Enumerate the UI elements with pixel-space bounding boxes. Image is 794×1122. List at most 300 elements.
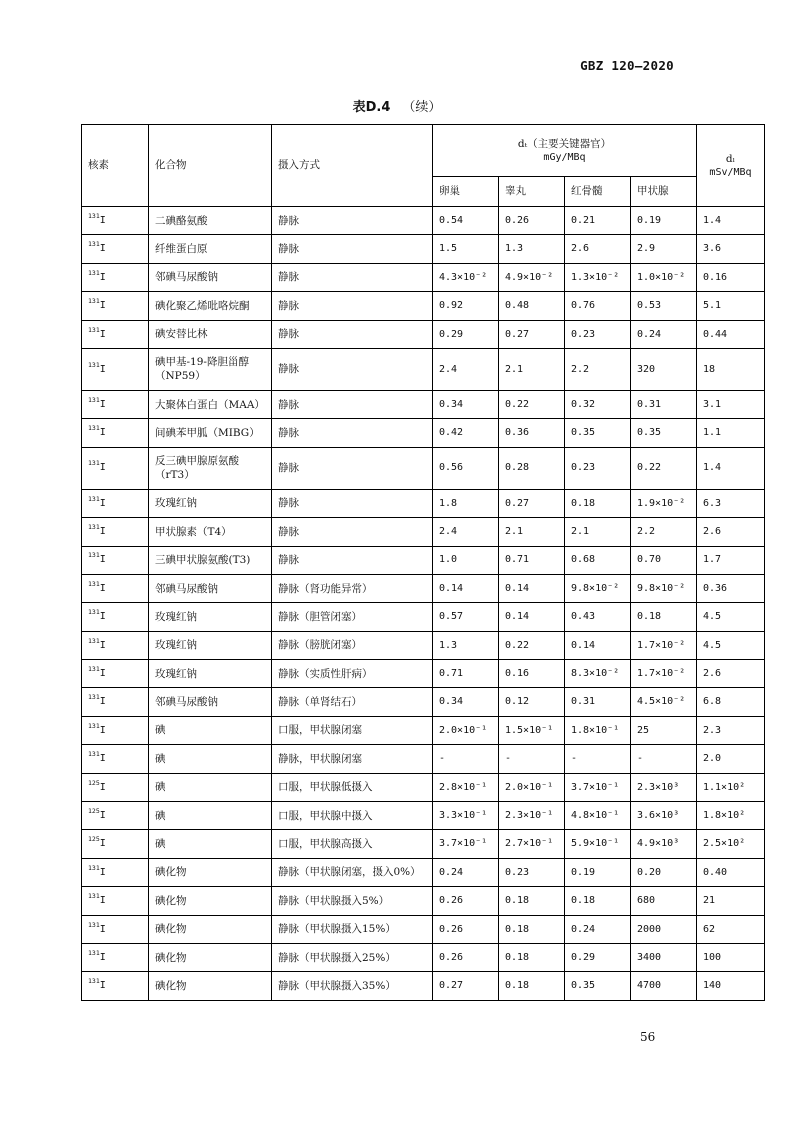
dt-group-title: dₜ（主要关键器官） <box>517 137 612 150</box>
cell-compound: 甲状腺素（T4） <box>149 518 272 546</box>
cell-testis: 4.9×10⁻² <box>499 263 565 291</box>
cell-route: 静脉 <box>272 235 433 263</box>
mass-number: 131 <box>88 424 100 433</box>
cell-nuclide <box>82 263 149 291</box>
cell-thyroid: 2.2 <box>631 518 697 546</box>
mass-number: 131 <box>88 665 100 674</box>
cell-route: 静脉 <box>272 419 433 447</box>
cell-red-marrow: 8.3×10⁻² <box>565 660 631 688</box>
cell-testis: - <box>499 745 565 773</box>
cell-ovary: 0.34 <box>433 390 499 418</box>
cell-red-marrow: 0.35 <box>565 419 631 447</box>
cell-dl: 0.36 <box>697 574 765 602</box>
mass-number: 131 <box>88 948 100 957</box>
element-symbol: I <box>99 243 106 255</box>
cell-route: 静脉 <box>272 348 433 390</box>
cell-thyroid: 0.53 <box>631 292 697 320</box>
cell-compound: 碘化物 <box>149 915 272 943</box>
col-header-thyroid: 甲状腺 <box>631 177 697 207</box>
mass-number: 131 <box>88 551 100 560</box>
cell-red-marrow: 5.9×10⁻¹ <box>565 830 631 858</box>
element-symbol: I <box>99 724 106 736</box>
cell-dl: 1.8×10² <box>697 802 765 830</box>
cell-nuclide <box>82 348 149 390</box>
cell-nuclide <box>82 802 149 830</box>
table-caption <box>0 96 794 115</box>
mass-number: 131 <box>88 325 100 334</box>
cell-route: 静脉（甲状腺摄入5%） <box>272 887 433 915</box>
cell-testis: 2.1 <box>499 348 565 390</box>
cell-nuclide <box>82 943 149 971</box>
cell-testis: 0.18 <box>499 943 565 971</box>
table-row <box>82 489 765 517</box>
cell-ovary: 0.92 <box>433 292 499 320</box>
cell-thyroid: 4.9×10³ <box>631 830 697 858</box>
cell-nuclide <box>82 773 149 801</box>
standard-number: GBZ 120—2020 <box>580 58 674 73</box>
cell-compound: 碘化物 <box>149 972 272 1000</box>
mass-number: 131 <box>88 240 100 249</box>
cell-testis: 0.27 <box>499 320 565 348</box>
element-symbol: I <box>99 554 106 566</box>
element-symbol: I <box>99 462 106 474</box>
cell-testis: 2.0×10⁻¹ <box>499 773 565 801</box>
col-header-route: 摄入方式 <box>272 125 433 207</box>
cell-thyroid: 3.6×10³ <box>631 802 697 830</box>
cell-ovary: - <box>433 745 499 773</box>
cell-compound: 碘 <box>149 745 272 773</box>
table-row <box>82 745 765 773</box>
cell-route: 静脉 <box>272 320 433 348</box>
cell-route: 静脉 <box>272 390 433 418</box>
cell-testis: 0.16 <box>499 660 565 688</box>
cell-ovary: 0.34 <box>433 688 499 716</box>
table-row <box>82 830 765 858</box>
cell-route: 静脉（甲状腺闭塞，摄入0%） <box>272 858 433 886</box>
cell-dl: 2.6 <box>697 660 765 688</box>
cell-nuclide <box>82 858 149 886</box>
cell-ovary: 1.0 <box>433 546 499 574</box>
cell-ovary: 0.56 <box>433 447 499 489</box>
cell-red-marrow: 4.8×10⁻¹ <box>565 802 631 830</box>
table-continued: （续） <box>402 100 442 115</box>
col-header-nuclide: 核素 <box>82 125 149 207</box>
cell-thyroid: 0.35 <box>631 419 697 447</box>
mass-number: 125 <box>88 778 100 787</box>
mass-number: 131 <box>88 494 100 503</box>
cell-nuclide <box>82 830 149 858</box>
cell-red-marrow: - <box>565 745 631 773</box>
cell-compound: 碘 <box>149 802 272 830</box>
cell-testis: 0.22 <box>499 631 565 659</box>
cell-testis: 0.18 <box>499 887 565 915</box>
cell-ovary: 2.8×10⁻¹ <box>433 773 499 801</box>
cell-thyroid: 1.7×10⁻² <box>631 631 697 659</box>
mass-number: 131 <box>88 360 100 369</box>
cell-compound: 玫瑰红钠 <box>149 489 272 517</box>
cell-thyroid: 4.5×10⁻² <box>631 688 697 716</box>
page-number: 56 <box>640 1030 656 1044</box>
cell-thyroid: 0.31 <box>631 390 697 418</box>
cell-compound: 玫瑰红钠 <box>149 631 272 659</box>
cell-dl: 6.3 <box>697 489 765 517</box>
cell-thyroid: 2000 <box>631 915 697 943</box>
mass-number: 131 <box>88 268 100 277</box>
cell-dl: 4.5 <box>697 631 765 659</box>
cell-nuclide <box>82 489 149 517</box>
cell-route: 口服，甲状腺高摄入 <box>272 830 433 858</box>
table-row <box>82 660 765 688</box>
cell-route: 口服，甲状腺闭塞 <box>272 716 433 744</box>
cell-ovary: 0.42 <box>433 419 499 447</box>
cell-dl: 18 <box>697 348 765 390</box>
cell-route: 静脉 <box>272 447 433 489</box>
element-symbol: I <box>99 398 106 410</box>
mass-number: 131 <box>88 693 100 702</box>
cell-testis: 0.71 <box>499 546 565 574</box>
cell-ovary: 0.14 <box>433 574 499 602</box>
cell-dl: 2.3 <box>697 716 765 744</box>
cell-dl: 140 <box>697 972 765 1000</box>
table-row <box>82 235 765 263</box>
cell-ovary: 0.24 <box>433 858 499 886</box>
cell-red-marrow: 0.14 <box>565 631 631 659</box>
element-symbol: I <box>99 696 106 708</box>
cell-thyroid: 0.70 <box>631 546 697 574</box>
cell-nuclide <box>82 518 149 546</box>
cell-route: 静脉（胆管闭塞） <box>272 603 433 631</box>
element-symbol: I <box>99 300 106 312</box>
cell-testis: 1.5×10⁻¹ <box>499 716 565 744</box>
cell-route: 静脉，甲状腺闭塞 <box>272 745 433 773</box>
cell-thyroid: 3400 <box>631 943 697 971</box>
cell-red-marrow: 0.23 <box>565 447 631 489</box>
element-symbol: I <box>99 781 106 793</box>
table-row <box>82 802 765 830</box>
mass-number: 131 <box>88 395 100 404</box>
cell-compound: 邻碘马尿酸钠 <box>149 574 272 602</box>
mass-number: 131 <box>88 750 100 759</box>
cell-thyroid: 0.22 <box>631 447 697 489</box>
cell-nuclide <box>82 235 149 263</box>
cell-nuclide <box>82 660 149 688</box>
cell-thyroid: 680 <box>631 887 697 915</box>
cell-nuclide <box>82 688 149 716</box>
cell-dl: 62 <box>697 915 765 943</box>
cell-dl: 1.4 <box>697 207 765 235</box>
table-body <box>82 207 765 1001</box>
cell-compound: 邻碘马尿酸钠 <box>149 263 272 291</box>
cell-thyroid: 1.0×10⁻² <box>631 263 697 291</box>
cell-red-marrow: 0.24 <box>565 915 631 943</box>
cell-testis: 0.28 <box>499 447 565 489</box>
cell-nuclide <box>82 390 149 418</box>
cell-nuclide <box>82 887 149 915</box>
mass-number: 131 <box>88 459 100 468</box>
cell-route: 静脉（单肾结石） <box>272 688 433 716</box>
element-symbol: I <box>99 951 106 963</box>
table-row <box>82 603 765 631</box>
element-symbol: I <box>99 895 106 907</box>
cell-route: 口服，甲状腺低摄入 <box>272 773 433 801</box>
cell-route: 静脉 <box>272 546 433 574</box>
table-row <box>82 943 765 971</box>
table-row <box>82 887 765 915</box>
cell-compound: 碘化聚乙烯吡咯烷酮 <box>149 292 272 320</box>
cell-testis: 2.1 <box>499 518 565 546</box>
cell-testis: 0.18 <box>499 972 565 1000</box>
table-row <box>82 574 765 602</box>
cell-dl: 1.1 <box>697 419 765 447</box>
cell-dl: 0.40 <box>697 858 765 886</box>
cell-route: 静脉 <box>272 263 433 291</box>
cell-ovary: 0.54 <box>433 207 499 235</box>
dl-title: dₗ <box>725 152 736 165</box>
cell-thyroid: 320 <box>631 348 697 390</box>
table-row <box>82 972 765 1000</box>
element-symbol: I <box>99 427 106 439</box>
cell-ovary: 4.3×10⁻² <box>433 263 499 291</box>
cell-compound: 玫瑰红钠 <box>149 603 272 631</box>
cell-dl: 0.16 <box>697 263 765 291</box>
cell-route: 口服，甲状腺中摄入 <box>272 802 433 830</box>
cell-red-marrow: 0.18 <box>565 489 631 517</box>
cell-compound: 间碘苯甲胍（MIBG） <box>149 419 272 447</box>
cell-route: 静脉 <box>272 292 433 320</box>
cell-dl: 3.1 <box>697 390 765 418</box>
cell-thyroid: 1.7×10⁻² <box>631 660 697 688</box>
cell-nuclide <box>82 574 149 602</box>
element-symbol: I <box>99 980 106 992</box>
mass-number: 131 <box>88 977 100 986</box>
cell-dl: 5.1 <box>697 292 765 320</box>
mass-number: 131 <box>88 721 100 730</box>
cell-nuclide <box>82 972 149 1000</box>
cell-testis: 0.14 <box>499 603 565 631</box>
table-row <box>82 419 765 447</box>
cell-red-marrow: 0.68 <box>565 546 631 574</box>
cell-nuclide <box>82 292 149 320</box>
cell-red-marrow: 0.32 <box>565 390 631 418</box>
cell-testis: 0.12 <box>499 688 565 716</box>
cell-red-marrow: 2.6 <box>565 235 631 263</box>
table-row <box>82 263 765 291</box>
cell-dl: 1.7 <box>697 546 765 574</box>
element-symbol: I <box>99 526 106 538</box>
mass-number: 131 <box>88 892 100 901</box>
mass-number: 131 <box>88 211 100 220</box>
dl-unit: mSv/MBq <box>709 166 752 178</box>
cell-ovary: 0.26 <box>433 915 499 943</box>
table-row <box>82 716 765 744</box>
cell-compound: 反三碘甲腺原氨酸（rT3） <box>149 447 272 489</box>
cell-route: 静脉（肾功能异常） <box>272 574 433 602</box>
cell-ovary: 2.4 <box>433 518 499 546</box>
cell-nuclide <box>82 915 149 943</box>
cell-dl: 100 <box>697 943 765 971</box>
cell-ovary: 0.26 <box>433 887 499 915</box>
table-row <box>82 858 765 886</box>
cell-compound: 碘 <box>149 830 272 858</box>
cell-nuclide <box>82 603 149 631</box>
table-row <box>82 292 765 320</box>
cell-nuclide <box>82 631 149 659</box>
col-header-red-marrow: 红骨髓 <box>565 177 631 207</box>
cell-nuclide <box>82 207 149 235</box>
cell-red-marrow: 0.76 <box>565 292 631 320</box>
col-header-dl <box>697 125 765 207</box>
cell-nuclide <box>82 419 149 447</box>
cell-testis: 0.48 <box>499 292 565 320</box>
element-symbol: I <box>99 363 106 375</box>
cell-dl: 4.5 <box>697 603 765 631</box>
cell-thyroid: 1.9×10⁻² <box>631 489 697 517</box>
cell-ovary: 3.7×10⁻¹ <box>433 830 499 858</box>
cell-dl: 2.0 <box>697 745 765 773</box>
cell-thyroid: 2.9 <box>631 235 697 263</box>
cell-compound: 碘 <box>149 773 272 801</box>
cell-red-marrow: 0.18 <box>565 887 631 915</box>
element-symbol: I <box>99 753 106 765</box>
element-symbol: I <box>99 923 106 935</box>
cell-thyroid: 25 <box>631 716 697 744</box>
cell-red-marrow: 1.3×10⁻² <box>565 263 631 291</box>
element-symbol: I <box>99 668 106 680</box>
dose-table <box>81 124 765 1001</box>
cell-testis: 0.18 <box>499 915 565 943</box>
cell-ovary: 2.4 <box>433 348 499 390</box>
element-symbol: I <box>99 611 106 623</box>
element-symbol: I <box>99 639 106 651</box>
table-row <box>82 447 765 489</box>
cell-testis: 2.3×10⁻¹ <box>499 802 565 830</box>
cell-nuclide <box>82 320 149 348</box>
cell-compound: 纤维蛋白原 <box>149 235 272 263</box>
cell-ovary: 0.29 <box>433 320 499 348</box>
table-row <box>82 688 765 716</box>
cell-red-marrow: 3.7×10⁻¹ <box>565 773 631 801</box>
table-row <box>82 207 765 235</box>
cell-red-marrow: 9.8×10⁻² <box>565 574 631 602</box>
cell-nuclide <box>82 447 149 489</box>
element-symbol: I <box>99 809 106 821</box>
cell-ovary: 1.8 <box>433 489 499 517</box>
mass-number: 125 <box>88 806 100 815</box>
cell-dl: 3.6 <box>697 235 765 263</box>
cell-red-marrow: 2.1 <box>565 518 631 546</box>
element-symbol: I <box>99 866 106 878</box>
cell-testis: 0.36 <box>499 419 565 447</box>
cell-testis: 0.14 <box>499 574 565 602</box>
cell-compound: 碘甲基-19-降胆甾醇（NP59） <box>149 348 272 390</box>
element-symbol: I <box>99 497 106 509</box>
cell-compound: 二碘酪氨酸 <box>149 207 272 235</box>
cell-thyroid: - <box>631 745 697 773</box>
cell-thyroid: 9.8×10⁻² <box>631 574 697 602</box>
cell-red-marrow: 2.2 <box>565 348 631 390</box>
cell-dl: 2.6 <box>697 518 765 546</box>
cell-thyroid: 0.24 <box>631 320 697 348</box>
cell-compound: 玫瑰红钠 <box>149 660 272 688</box>
cell-red-marrow: 1.8×10⁻¹ <box>565 716 631 744</box>
cell-red-marrow: 0.21 <box>565 207 631 235</box>
cell-ovary: 0.27 <box>433 972 499 1000</box>
table-row <box>82 773 765 801</box>
cell-compound: 大聚体白蛋白（MAA） <box>149 390 272 418</box>
cell-compound: 邻碘马尿酸钠 <box>149 688 272 716</box>
element-symbol: I <box>99 582 106 594</box>
cell-compound: 碘化物 <box>149 858 272 886</box>
cell-dl: 0.44 <box>697 320 765 348</box>
mass-number: 131 <box>88 920 100 929</box>
col-header-compound: 化合物 <box>149 125 272 207</box>
dt-group-unit: mGy/MBq <box>543 151 586 163</box>
cell-ovary: 3.3×10⁻¹ <box>433 802 499 830</box>
cell-dl: 2.5×10² <box>697 830 765 858</box>
element-symbol: I <box>99 838 106 850</box>
cell-thyroid: 2.3×10³ <box>631 773 697 801</box>
cell-dl: 6.8 <box>697 688 765 716</box>
cell-nuclide <box>82 745 149 773</box>
mass-number: 125 <box>88 835 100 844</box>
cell-red-marrow: 0.43 <box>565 603 631 631</box>
mass-number: 131 <box>88 297 100 306</box>
element-symbol: I <box>99 271 106 283</box>
cell-dl: 21 <box>697 887 765 915</box>
cell-testis: 0.23 <box>499 858 565 886</box>
cell-testis: 0.27 <box>499 489 565 517</box>
cell-ovary: 0.57 <box>433 603 499 631</box>
cell-ovary: 1.3 <box>433 631 499 659</box>
cell-thyroid: 0.18 <box>631 603 697 631</box>
element-symbol: I <box>99 328 106 340</box>
cell-thyroid: 4700 <box>631 972 697 1000</box>
cell-red-marrow: 0.23 <box>565 320 631 348</box>
cell-route: 静脉 <box>272 207 433 235</box>
cell-red-marrow: 0.19 <box>565 858 631 886</box>
table-row <box>82 320 765 348</box>
cell-ovary: 0.26 <box>433 943 499 971</box>
table-title: 表D.4 <box>352 100 391 115</box>
cell-route: 静脉（甲状腺摄入15%） <box>272 915 433 943</box>
table-row <box>82 390 765 418</box>
cell-red-marrow: 0.31 <box>565 688 631 716</box>
cell-compound: 碘化物 <box>149 943 272 971</box>
table-row <box>82 518 765 546</box>
cell-red-marrow: 0.29 <box>565 943 631 971</box>
col-header-testis: 睾丸 <box>499 177 565 207</box>
mass-number: 131 <box>88 523 100 532</box>
cell-compound: 三碘甲状腺氨酸(T3) <box>149 546 272 574</box>
table-row <box>82 631 765 659</box>
cell-route: 静脉（甲状腺摄入35%） <box>272 972 433 1000</box>
cell-testis: 2.7×10⁻¹ <box>499 830 565 858</box>
cell-ovary: 0.71 <box>433 660 499 688</box>
cell-compound: 碘安替比林 <box>149 320 272 348</box>
cell-red-marrow: 0.35 <box>565 972 631 1000</box>
mass-number: 131 <box>88 608 100 617</box>
cell-thyroid: 0.19 <box>631 207 697 235</box>
cell-route: 静脉（甲状腺摄入25%） <box>272 943 433 971</box>
cell-route: 静脉（实质性肝病） <box>272 660 433 688</box>
cell-route: 静脉 <box>272 518 433 546</box>
element-symbol: I <box>99 214 106 226</box>
cell-testis: 0.22 <box>499 390 565 418</box>
cell-testis: 0.26 <box>499 207 565 235</box>
cell-compound: 碘 <box>149 716 272 744</box>
cell-thyroid: 0.20 <box>631 858 697 886</box>
cell-ovary: 1.5 <box>433 235 499 263</box>
